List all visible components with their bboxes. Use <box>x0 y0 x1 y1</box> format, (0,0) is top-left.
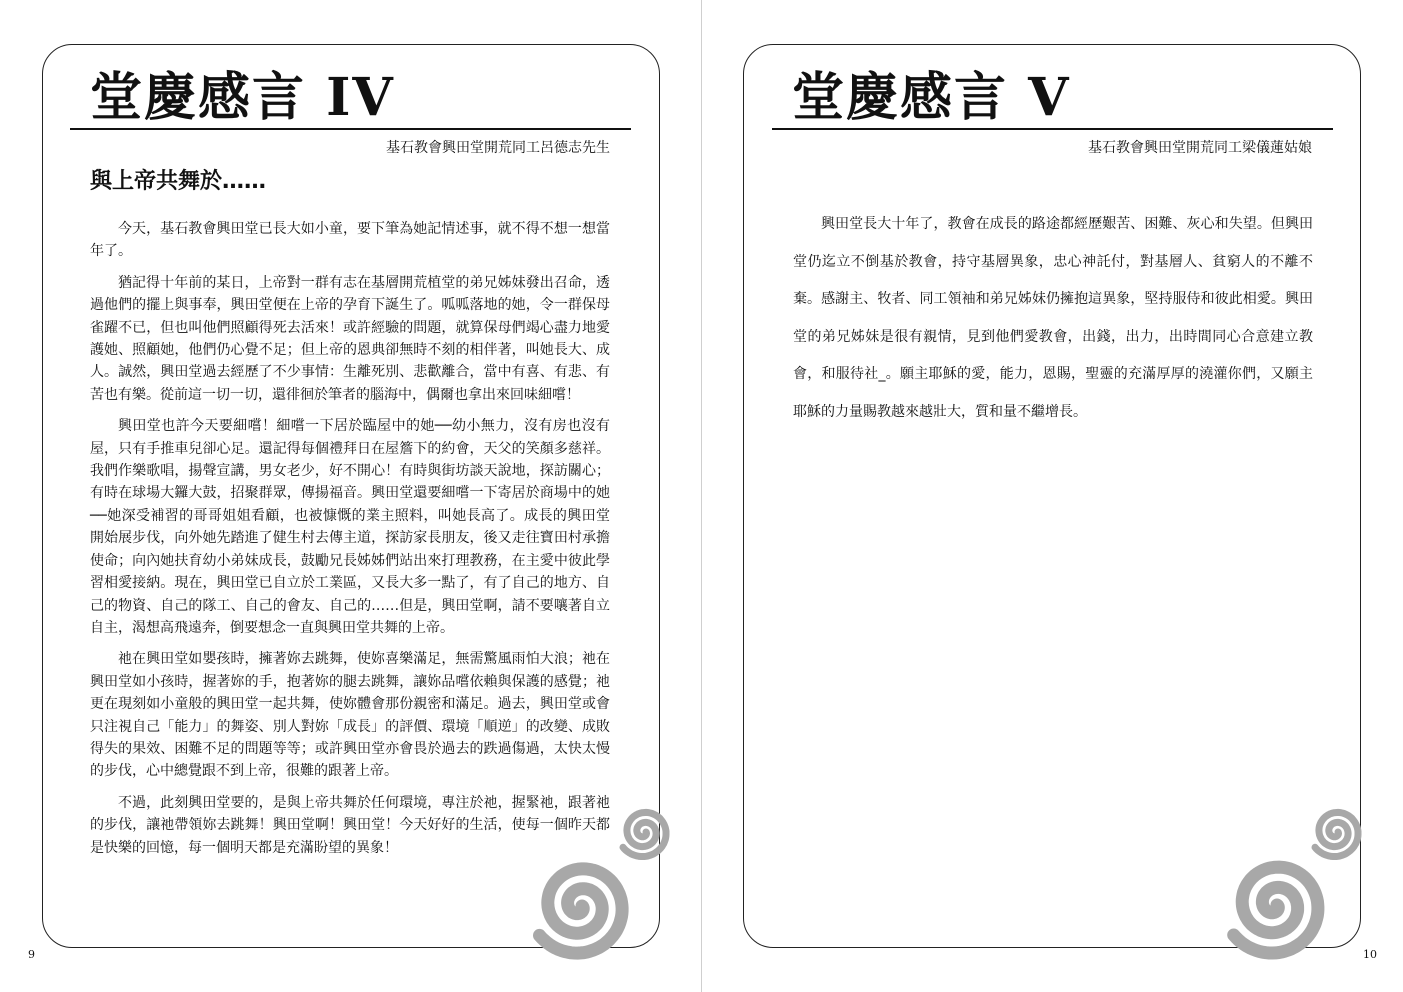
right-page-body <box>793 206 1313 431</box>
left-page-author: 基石教會興田堂開荒同工呂德志先生 <box>386 140 610 156</box>
left-paragraph-5: 不過，此刻興田堂要的，是與上帝共舞於任何環境，專注於祂，握緊祂，跟著祂的步伐，讓祂帶領妳去跳舞！興田堂啊！興田堂！今天好好的生活，使每一個昨天都是快樂的回憶，每一個明天都是充滿盼望的異象！ <box>90 794 610 856</box>
left-title-rule <box>70 128 631 130</box>
right-page-author: 基石教會興田堂開荒同工梁儀蓮姑娘 <box>1088 140 1312 156</box>
right-title-rule <box>772 128 1333 130</box>
right-page-title: 堂慶感言 V <box>792 67 1071 128</box>
right-paragraph-1: 興田堂長大十年了，教會在成長的路途都經歷艱苦、困難、灰心和失望。但興田堂仍迄立不倒基於教會，持守基層異象，忠心神託付，對基層人、貧窮人的不離不棄。感謝主、牧者、同工領袖和弟兄姊妹仍擁抱這異象，堅持服侍和彼此相愛。興田堂的弟兄姊妹是很有親情，見到他們愛教會，出錢，出力，出時間同心合意建立教會，和服待社_。願主耶穌的愛，能力，恩賜，聖靈的充滿厚厚的澆灌你們，又願主耶穌的力量賜教越來越壯大，質和量不繼增長。 <box>793 216 1313 420</box>
right-page-frame <box>743 44 1361 948</box>
right-page-number: 10 <box>1363 948 1377 961</box>
left-paragraph-3: 興田堂也許今天要細嚐！細嚐一下居於臨屋中的她──幼小無力，沒有房也沒有屋，只有手推車兒卻心足。還記得每個禮拜日在屋簷下的約會，天父的笑顏多慈祥。我們作樂歌唱，揚聲宣講，男女老少，好不開心！有時與街坊談天說地，探訪關心；有時在球場大鑼大鼓，招聚群眾，傳揚福音。興田堂還要細嚐一下寄居於商場中的她──她深受補習的哥哥姐姐看顧，也被慷慨的業主照料，叫她長高了。成長的興田堂開始展步伐，向外她先踏進了健生村去傳主道，探訪家長朋友，後又走往寶田村承擔使命；向內她扶育幼小弟妹成長，鼓勵兄長姊姊們站出來打理教務，在主愛中彼此學習相愛接納。現在，興田堂已自立於工業區，又長大多一點了，有了自己的地方、自己的物資、自己的隊工、自己的會友、自己的……但是，興田堂啊，請不要嚷著自立自主，渴想高飛遠奔，倒要想念一直與興田堂共舞的上帝。 <box>90 418 610 636</box>
left-page-number: 9 <box>28 948 35 961</box>
left-page-body <box>90 218 610 868</box>
left-page-title: 堂慶感言 IV <box>90 67 395 128</box>
left-paragraph-4: 祂在興田堂如嬰孩時，擁著妳去跳舞，使妳喜樂滿足，無需驚風雨怕大浪；祂在興田堂如小孩時，握著妳的手，抱著妳的腿去跳舞，讓妳品嚐依賴與保護的感覺；祂更在現刻如小童般的興田堂一起共舞，使妳體會那份親密和滿足。過去，興田堂或會只注視自己「能力」的舞姿、別人對妳「成長」的評價、環境「順逆」的改變、成敗得失的果效、困難不足的問題等等；或許興田堂亦會畏於過去的跌過傷過，太快太慢的步伐，心中總覺跟不到上帝，很難的跟著上帝。 <box>90 651 610 780</box>
book-spine <box>701 0 702 992</box>
left-paragraph-1: 今天，基石教會興田堂已長大如小童，要下筆為她記情述事，就不得不想一想當年了。 <box>90 221 610 260</box>
left-paragraph-2: 猶記得十年前的某日，上帝對一群有志在基層開荒植堂的弟兄姊妹發出召命，透過他們的擺上與事奉，興田堂便在上帝的孕育下誕生了。呱呱落地的她，令一群保母雀躍不已，但也叫他們照顧得死去活來！或許經驗的問題，就算保母們竭心盡力地愛護她、照顧她，他們仍心覺不足；但上帝的恩典卻無時不刻的相伴著，叫她長大、成人。誠然，興田堂過去經歷了不少事情：生離死別、悲歡離合，當中有喜、有悲、有苦也有樂。從前這一切一切，還徘徊於筆者的腦海中，偶爾也拿出來回味細嚐！ <box>90 274 610 403</box>
left-page-subtitle: 與上帝共舞於…… <box>90 169 267 194</box>
